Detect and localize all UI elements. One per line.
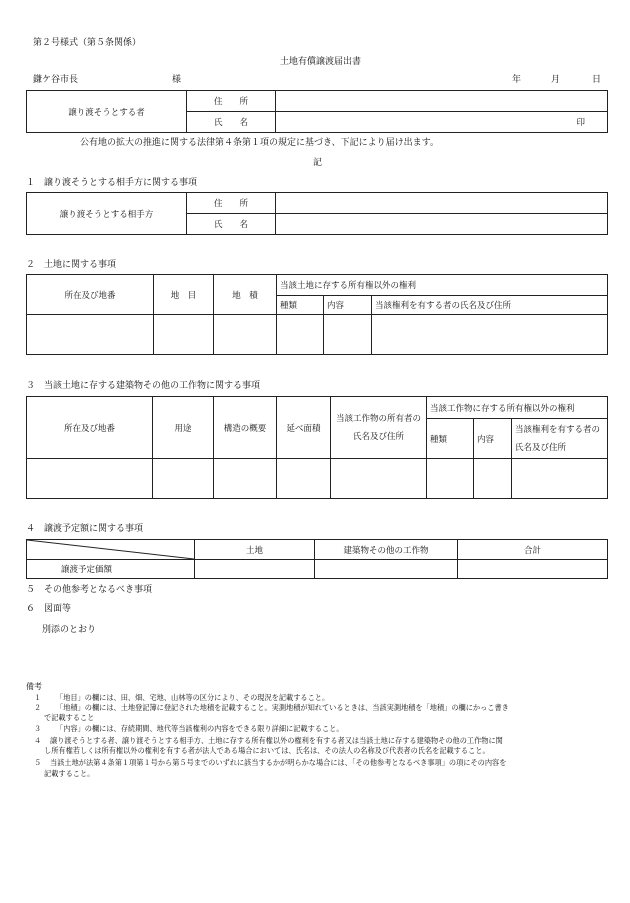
land-cell-area[interactable] xyxy=(214,315,277,355)
structure-cell-kind[interactable] xyxy=(427,459,474,499)
price-cell-building[interactable] xyxy=(315,560,458,579)
structure-col-kind: 種類 xyxy=(427,419,474,459)
land-col-category: 地 目 xyxy=(154,275,214,315)
price-table xyxy=(26,539,608,579)
structure-col-use: 用途 xyxy=(153,397,214,459)
structure-col-owner: 当該工作物の所有者の氏名及び住所 xyxy=(331,397,427,459)
note-number: ５ xyxy=(34,758,42,767)
seal-mark: 印 xyxy=(576,118,585,128)
section2-heading: ２ 土地に関する事項 xyxy=(26,260,117,270)
note-text: 当該土地が法第４条第１項第１号から第５号までのいずれに該当するかが明らかな場合には、「その他参考となるべき事項」の項にその内容を xyxy=(50,758,507,767)
transferor-name-label: 氏 名 xyxy=(187,112,276,133)
price-cell-total[interactable] xyxy=(458,560,608,579)
land-table xyxy=(26,274,608,355)
section6-heading: ６ 図面等 xyxy=(26,604,72,614)
note-text: 「内容」の欄には、存続期間、地代等当該権利の内容をできる限り詳細に記載すること。 xyxy=(56,724,344,733)
structure-col-holder: 当該権利を有する者の氏名及び住所 xyxy=(512,419,608,459)
date-day: 日 xyxy=(592,75,602,85)
structure-col-rights: 当該工作物に存する所有権以外の権利 xyxy=(427,397,608,419)
land-cell-content[interactable] xyxy=(324,315,372,355)
counterparty-name-label: 氏 名 xyxy=(187,214,276,235)
counterparty-address-field[interactable] xyxy=(276,193,608,214)
structure-cell-floor[interactable] xyxy=(277,459,331,499)
note-text-continued: で記載すること xyxy=(44,713,95,722)
price-row-label: 譲渡予定価額 xyxy=(27,560,195,579)
section5-heading: ５ その他参考となるべき事項 xyxy=(26,585,153,595)
price-diagonal-cell xyxy=(27,540,195,560)
land-cell-holder[interactable] xyxy=(372,315,608,355)
note-text-continued: し所有権若しくは所有権以外の権利を有する者が法人である場合においては、氏名は、その法人の名称及び代表者の氏名を記載すること。 xyxy=(44,746,490,755)
structure-cell-structure[interactable] xyxy=(214,459,277,499)
structure-col-content: 内容 xyxy=(474,419,512,459)
structure-col-location: 所在及び地番 xyxy=(27,397,153,459)
structure-cell-location[interactable] xyxy=(27,459,153,499)
land-col-kind: 種類 xyxy=(277,296,324,315)
structure-cell-content[interactable] xyxy=(474,459,512,499)
date-year: 年 xyxy=(512,75,522,85)
transferor-name-field[interactable] xyxy=(276,112,608,133)
structure-cell-owner[interactable] xyxy=(331,459,427,499)
addressee: 鎌ケ谷市長 xyxy=(33,75,79,85)
note-number: ４ xyxy=(34,736,42,745)
notes-heading: 備考 xyxy=(26,682,42,691)
date-month: 月 xyxy=(551,75,561,85)
ki-mark: 記 xyxy=(313,158,323,168)
transferor-address-field[interactable] xyxy=(276,91,608,112)
structure-col-floor: 延べ面積 xyxy=(277,397,331,459)
note-text: 「地目」の欄には、田、畑、宅地、山林等の区分により、その現況を記載すること。 xyxy=(56,693,330,702)
intro-text: 公有地の拡大の推進に関する法律第４条第１項の規定に基づき、下記により届け出ます。 xyxy=(80,138,439,148)
diagonal-line xyxy=(27,540,194,559)
transferor-table xyxy=(26,90,608,133)
structure-cell-use[interactable] xyxy=(153,459,214,499)
counterparty-name-field[interactable] xyxy=(276,214,608,235)
page-title: 土地有償譲渡届出書 xyxy=(280,57,362,67)
price-col-building: 建築物その他の工作物 xyxy=(315,540,458,560)
land-col-rights: 当該土地に存する所有権以外の権利 xyxy=(277,275,608,296)
transferor-address-label: 住 所 xyxy=(187,91,276,112)
note-number: １ xyxy=(34,693,42,702)
section3-heading: ３ 当該土地に存する建築物その他の工作物に関する事項 xyxy=(26,381,261,391)
structure-col-structure: 構造の概要 xyxy=(214,397,277,459)
structure-cell-holder[interactable] xyxy=(512,459,608,499)
price-cell-land[interactable] xyxy=(195,560,315,579)
form-number: 第２号様式（第５条関係） xyxy=(33,38,142,48)
note-text: 譲り渡そうとする者、譲り渡そうとする相手方、土地に存する所有権以外の権利を有する者又は当該土地に存する建築物その他の工作物に関 xyxy=(50,736,503,745)
land-cell-location[interactable] xyxy=(27,315,154,355)
note-number: ３ xyxy=(34,724,42,733)
note-text-continued: 記載すること。 xyxy=(44,769,95,778)
section1-table xyxy=(26,192,608,235)
note-number: ２ xyxy=(34,703,42,712)
counterparty-label: 譲り渡そうとする相手方 xyxy=(27,193,187,235)
price-col-total: 合計 xyxy=(458,540,608,560)
counterparty-address-label: 住 所 xyxy=(187,193,276,214)
price-col-land: 土地 xyxy=(195,540,315,560)
section1-heading: １ 譲り渡そうとする相手方に関する事項 xyxy=(26,178,198,188)
land-cell-category[interactable] xyxy=(154,315,214,355)
transferor-label: 譲り渡そうとする者 xyxy=(27,91,187,133)
land-cell-kind[interactable] xyxy=(277,315,324,355)
section4-heading: ４ 譲渡予定額に関する事項 xyxy=(26,524,144,534)
section6-body: 別添のとおり xyxy=(42,625,97,635)
land-col-holder: 当該権利を有する者の氏名及び住所 xyxy=(372,296,608,315)
land-col-area: 地 積 xyxy=(214,275,277,315)
honorific: 様 xyxy=(172,75,182,85)
land-col-location: 所在及び地番 xyxy=(27,275,154,315)
note-text: 「地積」の欄には、土地登記簿に登記された地積を記載すること。実測地積が知れているときは、当該実測地積を「地積」の欄にかっこ書き xyxy=(56,703,509,712)
land-col-content: 内容 xyxy=(324,296,372,315)
structure-table xyxy=(26,396,608,499)
